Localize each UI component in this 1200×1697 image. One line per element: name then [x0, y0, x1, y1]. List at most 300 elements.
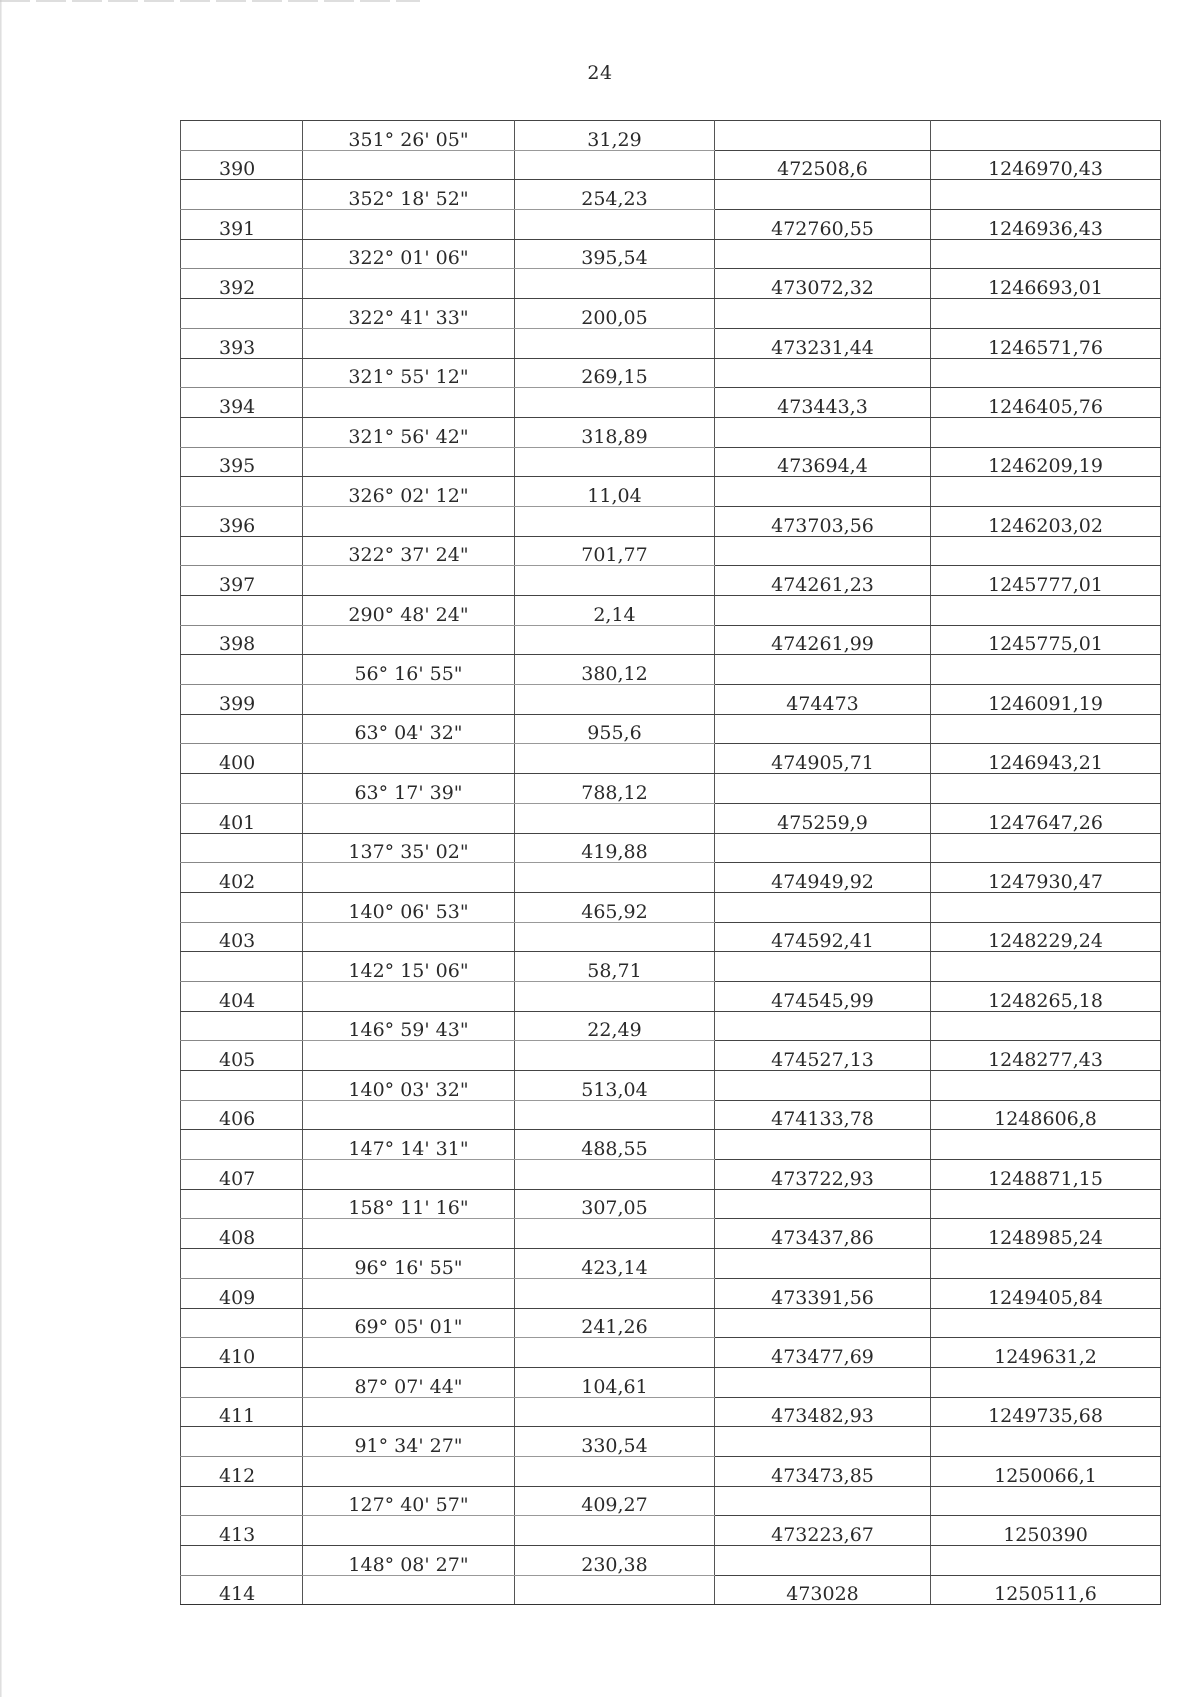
segment-length-cell [515, 269, 715, 299]
y-coordinate-cell [931, 536, 1161, 566]
segment-length-cell: 241,26 [515, 1308, 715, 1338]
segment-length-cell: 409,27 [515, 1486, 715, 1516]
direction-angle-cell: 147° 14' 31" [303, 1130, 515, 1160]
y-coordinate-cell [931, 358, 1161, 388]
point-number-cell [181, 1308, 303, 1338]
y-coordinate-cell: 1246203,02 [931, 506, 1161, 536]
x-coordinate-cell [715, 477, 931, 507]
y-coordinate-cell: 1246936,43 [931, 210, 1161, 240]
segment-length-cell [515, 328, 715, 358]
y-coordinate-cell [931, 1071, 1161, 1101]
y-coordinate-cell [931, 596, 1161, 626]
x-coordinate-cell: 474527,13 [715, 1041, 931, 1071]
table-row [181, 1456, 1161, 1486]
segment-length-cell: 11,04 [515, 477, 715, 507]
direction-angle-cell [303, 863, 515, 893]
segment-length-cell: 419,88 [515, 833, 715, 863]
table-row [181, 1189, 1161, 1219]
direction-angle-cell: 69° 05' 01" [303, 1308, 515, 1338]
point-number-cell [181, 892, 303, 922]
table-row [181, 1338, 1161, 1368]
x-coordinate-cell: 474133,78 [715, 1100, 931, 1130]
x-coordinate-cell [715, 239, 931, 269]
x-coordinate-cell: 474473 [715, 685, 931, 715]
segment-length-cell: 230,38 [515, 1546, 715, 1576]
x-coordinate-cell: 475259,9 [715, 803, 931, 833]
point-number-cell: 407 [181, 1160, 303, 1190]
point-number-cell [181, 180, 303, 210]
point-number-cell [181, 1427, 303, 1457]
direction-angle-cell: 140° 06' 53" [303, 892, 515, 922]
y-coordinate-cell: 1245775,01 [931, 625, 1161, 655]
direction-angle-cell [303, 922, 515, 952]
point-number-cell: 404 [181, 981, 303, 1011]
point-number-cell: 393 [181, 328, 303, 358]
y-coordinate-cell: 1248229,24 [931, 922, 1161, 952]
table-row [181, 239, 1161, 269]
direction-angle-cell: 290° 48' 24" [303, 596, 515, 626]
x-coordinate-cell: 473722,93 [715, 1160, 931, 1190]
table-row [181, 210, 1161, 240]
table-row [181, 981, 1161, 1011]
y-coordinate-cell: 1246571,76 [931, 328, 1161, 358]
point-number-cell [181, 477, 303, 507]
direction-angle-cell [303, 1100, 515, 1130]
point-number-cell: 412 [181, 1456, 303, 1486]
point-number-cell: 395 [181, 447, 303, 477]
y-coordinate-cell: 1245777,01 [931, 566, 1161, 596]
direction-angle-cell [303, 1041, 515, 1071]
segment-length-cell [515, 447, 715, 477]
x-coordinate-cell [715, 417, 931, 447]
point-number-cell [181, 1367, 303, 1397]
segment-length-cell: 269,15 [515, 358, 715, 388]
x-coordinate-cell: 473694,4 [715, 447, 931, 477]
table-row [181, 863, 1161, 893]
x-coordinate-cell: 474592,41 [715, 922, 931, 952]
x-coordinate-cell: 473443,3 [715, 388, 931, 418]
table-row [181, 328, 1161, 358]
segment-length-cell: 465,92 [515, 892, 715, 922]
point-number-cell [181, 1546, 303, 1576]
x-coordinate-cell [715, 1546, 931, 1576]
point-number-cell: 399 [181, 685, 303, 715]
segment-length-cell [515, 803, 715, 833]
table-row [181, 180, 1161, 210]
direction-angle-cell [303, 566, 515, 596]
table-row [181, 774, 1161, 804]
direction-angle-cell: 322° 41' 33" [303, 299, 515, 329]
x-coordinate-cell [715, 1486, 931, 1516]
point-number-cell: 397 [181, 566, 303, 596]
table-row [181, 1397, 1161, 1427]
x-coordinate-cell [715, 655, 931, 685]
x-coordinate-cell: 473391,56 [715, 1278, 931, 1308]
segment-length-cell [515, 1456, 715, 1486]
x-coordinate-cell: 473437,86 [715, 1219, 931, 1249]
x-coordinate-cell: 473231,44 [715, 328, 931, 358]
segment-length-cell [515, 1041, 715, 1071]
direction-angle-cell [303, 981, 515, 1011]
x-coordinate-cell: 473028 [715, 1575, 931, 1605]
table-row [181, 1486, 1161, 1516]
y-coordinate-cell [931, 774, 1161, 804]
y-coordinate-cell: 1249405,84 [931, 1278, 1161, 1308]
table-row [181, 536, 1161, 566]
point-number-cell [181, 358, 303, 388]
page-number: 24 [587, 62, 613, 84]
table-row [181, 803, 1161, 833]
y-coordinate-cell [931, 952, 1161, 982]
segment-length-cell [515, 1516, 715, 1546]
direction-angle-cell: 146° 59' 43" [303, 1011, 515, 1041]
table-row [181, 388, 1161, 418]
x-coordinate-cell: 474261,99 [715, 625, 931, 655]
x-coordinate-cell: 474545,99 [715, 981, 931, 1011]
point-number-cell [181, 1011, 303, 1041]
direction-angle-cell [303, 388, 515, 418]
x-coordinate-cell: 473482,93 [715, 1397, 931, 1427]
direction-angle-cell: 351° 26' 05" [303, 121, 515, 151]
segment-length-cell [515, 210, 715, 240]
x-coordinate-cell [715, 596, 931, 626]
segment-length-cell: 395,54 [515, 239, 715, 269]
x-coordinate-cell [715, 1427, 931, 1457]
segment-length-cell: 701,77 [515, 536, 715, 566]
segment-length-cell: 955,6 [515, 714, 715, 744]
x-coordinate-cell [715, 358, 931, 388]
segment-length-cell [515, 566, 715, 596]
point-number-cell: 402 [181, 863, 303, 893]
segment-length-cell [515, 625, 715, 655]
direction-angle-cell: 91° 34' 27" [303, 1427, 515, 1457]
x-coordinate-cell: 473072,32 [715, 269, 931, 299]
segment-length-cell: 423,14 [515, 1249, 715, 1279]
x-coordinate-cell [715, 952, 931, 982]
point-number-cell [181, 1249, 303, 1279]
y-coordinate-cell: 1249735,68 [931, 1397, 1161, 1427]
table-row [181, 121, 1161, 151]
x-coordinate-cell [715, 714, 931, 744]
segment-length-cell: 380,12 [515, 655, 715, 685]
direction-angle-cell [303, 1338, 515, 1368]
table-row [181, 685, 1161, 715]
direction-angle-cell: 142° 15' 06" [303, 952, 515, 982]
table-row [181, 566, 1161, 596]
table-row [181, 625, 1161, 655]
point-number-cell: 411 [181, 1397, 303, 1427]
segment-length-cell: 200,05 [515, 299, 715, 329]
boundary-coordinates-table [180, 120, 1161, 1605]
point-number-cell [181, 655, 303, 685]
y-coordinate-cell: 1246693,01 [931, 269, 1161, 299]
table-row [181, 1575, 1161, 1605]
table-row [181, 1011, 1161, 1041]
y-coordinate-cell: 1250066,1 [931, 1456, 1161, 1486]
direction-angle-cell [303, 269, 515, 299]
table-row [181, 833, 1161, 863]
direction-angle-cell [303, 1516, 515, 1546]
y-coordinate-cell: 1248277,43 [931, 1041, 1161, 1071]
y-coordinate-cell [931, 1427, 1161, 1457]
table-row [181, 1071, 1161, 1101]
y-coordinate-cell [931, 180, 1161, 210]
direction-angle-cell: 56° 16' 55" [303, 655, 515, 685]
y-coordinate-cell [931, 892, 1161, 922]
direction-angle-cell: 137° 35' 02" [303, 833, 515, 863]
x-coordinate-cell [715, 774, 931, 804]
segment-length-cell [515, 744, 715, 774]
x-coordinate-cell [715, 299, 931, 329]
table-row [181, 952, 1161, 982]
segment-length-cell: 254,23 [515, 180, 715, 210]
segment-length-cell [515, 1160, 715, 1190]
table-row [181, 1308, 1161, 1338]
y-coordinate-cell: 1247647,26 [931, 803, 1161, 833]
point-number-cell: 396 [181, 506, 303, 536]
y-coordinate-cell: 1248985,24 [931, 1219, 1161, 1249]
y-coordinate-cell: 1246970,43 [931, 150, 1161, 180]
point-number-cell: 390 [181, 150, 303, 180]
y-coordinate-cell [931, 1189, 1161, 1219]
table-row [181, 892, 1161, 922]
direction-angle-cell: 321° 55' 12" [303, 358, 515, 388]
segment-length-cell [515, 388, 715, 418]
segment-length-cell [515, 1397, 715, 1427]
segment-length-cell [515, 1338, 715, 1368]
x-coordinate-cell: 472508,6 [715, 150, 931, 180]
table-row [181, 1130, 1161, 1160]
segment-length-cell [515, 506, 715, 536]
point-number-cell [181, 536, 303, 566]
table-row [181, 447, 1161, 477]
table-body [181, 121, 1161, 1605]
point-number-cell [181, 952, 303, 982]
direction-angle-cell [303, 685, 515, 715]
y-coordinate-cell: 1248606,8 [931, 1100, 1161, 1130]
x-coordinate-cell: 473703,56 [715, 506, 931, 536]
table-row [181, 477, 1161, 507]
segment-length-cell [515, 1575, 715, 1605]
segment-length-cell: 2,14 [515, 596, 715, 626]
point-number-cell [181, 299, 303, 329]
y-coordinate-cell [931, 239, 1161, 269]
segment-length-cell: 513,04 [515, 1071, 715, 1101]
segment-length-cell: 31,29 [515, 121, 715, 151]
direction-angle-cell [303, 447, 515, 477]
x-coordinate-cell [715, 1189, 931, 1219]
table-row [181, 1427, 1161, 1457]
y-coordinate-cell [931, 833, 1161, 863]
y-coordinate-cell: 1250390 [931, 1516, 1161, 1546]
direction-angle-cell: 321° 56' 42" [303, 417, 515, 447]
x-coordinate-cell [715, 1011, 931, 1041]
table-row [181, 358, 1161, 388]
point-number-cell: 394 [181, 388, 303, 418]
segment-length-cell: 104,61 [515, 1367, 715, 1397]
table-row [181, 1278, 1161, 1308]
direction-angle-cell: 127° 40' 57" [303, 1486, 515, 1516]
segment-length-cell: 788,12 [515, 774, 715, 804]
direction-angle-cell: 96° 16' 55" [303, 1249, 515, 1279]
scan-top-edge [0, 0, 420, 2]
y-coordinate-cell [931, 1367, 1161, 1397]
table-row [181, 1041, 1161, 1071]
segment-length-cell [515, 150, 715, 180]
direction-angle-cell [303, 625, 515, 655]
x-coordinate-cell: 473477,69 [715, 1338, 931, 1368]
point-number-cell: 401 [181, 803, 303, 833]
y-coordinate-cell [931, 299, 1161, 329]
point-number-cell: 408 [181, 1219, 303, 1249]
point-number-cell [181, 833, 303, 863]
x-coordinate-cell [715, 892, 931, 922]
segment-length-cell [515, 863, 715, 893]
table-row [181, 714, 1161, 744]
point-number-cell: 391 [181, 210, 303, 240]
segment-length-cell: 58,71 [515, 952, 715, 982]
direction-angle-cell [303, 744, 515, 774]
table-row [181, 744, 1161, 774]
direction-angle-cell [303, 1278, 515, 1308]
x-coordinate-cell: 472760,55 [715, 210, 931, 240]
table-row [181, 269, 1161, 299]
segment-length-cell [515, 1278, 715, 1308]
direction-angle-cell [303, 1397, 515, 1427]
y-coordinate-cell [931, 1249, 1161, 1279]
point-number-cell: 398 [181, 625, 303, 655]
table-row [181, 1249, 1161, 1279]
x-coordinate-cell: 474905,71 [715, 744, 931, 774]
point-number-cell: 409 [181, 1278, 303, 1308]
y-coordinate-cell: 1249631,2 [931, 1338, 1161, 1368]
point-number-cell [181, 1189, 303, 1219]
segment-length-cell [515, 1100, 715, 1130]
point-number-cell [181, 239, 303, 269]
y-coordinate-cell [931, 1011, 1161, 1041]
table-row [181, 1546, 1161, 1576]
direction-angle-cell: 322° 37' 24" [303, 536, 515, 566]
table-row [181, 1100, 1161, 1130]
y-coordinate-cell: 1246209,19 [931, 447, 1161, 477]
x-coordinate-cell: 474261,23 [715, 566, 931, 596]
direction-angle-cell [303, 803, 515, 833]
y-coordinate-cell: 1246943,21 [931, 744, 1161, 774]
point-number-cell: 403 [181, 922, 303, 952]
point-number-cell: 400 [181, 744, 303, 774]
direction-angle-cell: 148° 08' 27" [303, 1546, 515, 1576]
point-number-cell: 414 [181, 1575, 303, 1605]
point-number-cell [181, 121, 303, 151]
direction-angle-cell: 322° 01' 06" [303, 239, 515, 269]
direction-angle-cell [303, 328, 515, 358]
point-number-cell [181, 596, 303, 626]
direction-angle-cell: 326° 02' 12" [303, 477, 515, 507]
direction-angle-cell: 352° 18' 52" [303, 180, 515, 210]
direction-angle-cell [303, 506, 515, 536]
table-row [181, 1160, 1161, 1190]
table-row [181, 417, 1161, 447]
table-row [181, 1219, 1161, 1249]
x-coordinate-cell [715, 833, 931, 863]
segment-length-cell [515, 922, 715, 952]
table-row [181, 506, 1161, 536]
direction-angle-cell: 140° 03' 32" [303, 1071, 515, 1101]
direction-angle-cell [303, 210, 515, 240]
segment-length-cell: 488,55 [515, 1130, 715, 1160]
point-number-cell [181, 774, 303, 804]
y-coordinate-cell: 1250511,6 [931, 1575, 1161, 1605]
y-coordinate-cell: 1246091,19 [931, 685, 1161, 715]
point-number-cell [181, 1071, 303, 1101]
table-row [181, 655, 1161, 685]
table-row [181, 1367, 1161, 1397]
y-coordinate-cell [931, 655, 1161, 685]
scan-left-edge [0, 0, 2, 1697]
segment-length-cell: 307,05 [515, 1189, 715, 1219]
x-coordinate-cell [715, 1367, 931, 1397]
x-coordinate-cell [715, 121, 931, 151]
y-coordinate-cell: 1248265,18 [931, 981, 1161, 1011]
point-number-cell [181, 1130, 303, 1160]
direction-angle-cell [303, 1160, 515, 1190]
segment-length-cell [515, 685, 715, 715]
x-coordinate-cell: 473473,85 [715, 1456, 931, 1486]
direction-angle-cell: 158° 11' 16" [303, 1189, 515, 1219]
table-row [181, 150, 1161, 180]
direction-angle-cell: 87° 07' 44" [303, 1367, 515, 1397]
x-coordinate-cell: 474949,92 [715, 863, 931, 893]
y-coordinate-cell [931, 1486, 1161, 1516]
direction-angle-cell [303, 1456, 515, 1486]
point-number-cell: 406 [181, 1100, 303, 1130]
segment-length-cell [515, 981, 715, 1011]
y-coordinate-cell [931, 1130, 1161, 1160]
segment-length-cell [515, 1219, 715, 1249]
direction-angle-cell [303, 1575, 515, 1605]
point-number-cell: 410 [181, 1338, 303, 1368]
direction-angle-cell [303, 1219, 515, 1249]
y-coordinate-cell [931, 477, 1161, 507]
y-coordinate-cell [931, 121, 1161, 151]
x-coordinate-cell [715, 536, 931, 566]
y-coordinate-cell [931, 1308, 1161, 1338]
point-number-cell [181, 1486, 303, 1516]
table-row [181, 922, 1161, 952]
point-number-cell [181, 417, 303, 447]
segment-length-cell: 318,89 [515, 417, 715, 447]
y-coordinate-cell [931, 417, 1161, 447]
table-row [181, 1516, 1161, 1546]
x-coordinate-cell [715, 1130, 931, 1160]
direction-angle-cell: 63° 17' 39" [303, 774, 515, 804]
y-coordinate-cell [931, 1546, 1161, 1576]
x-coordinate-cell [715, 1071, 931, 1101]
point-number-cell: 392 [181, 269, 303, 299]
point-number-cell: 405 [181, 1041, 303, 1071]
table-row [181, 299, 1161, 329]
x-coordinate-cell: 473223,67 [715, 1516, 931, 1546]
x-coordinate-cell [715, 1308, 931, 1338]
y-coordinate-cell: 1247930,47 [931, 863, 1161, 893]
segment-length-cell: 330,54 [515, 1427, 715, 1457]
point-number-cell [181, 714, 303, 744]
table-row [181, 596, 1161, 626]
x-coordinate-cell [715, 1249, 931, 1279]
x-coordinate-cell [715, 180, 931, 210]
point-number-cell: 413 [181, 1516, 303, 1546]
direction-angle-cell: 63° 04' 32" [303, 714, 515, 744]
